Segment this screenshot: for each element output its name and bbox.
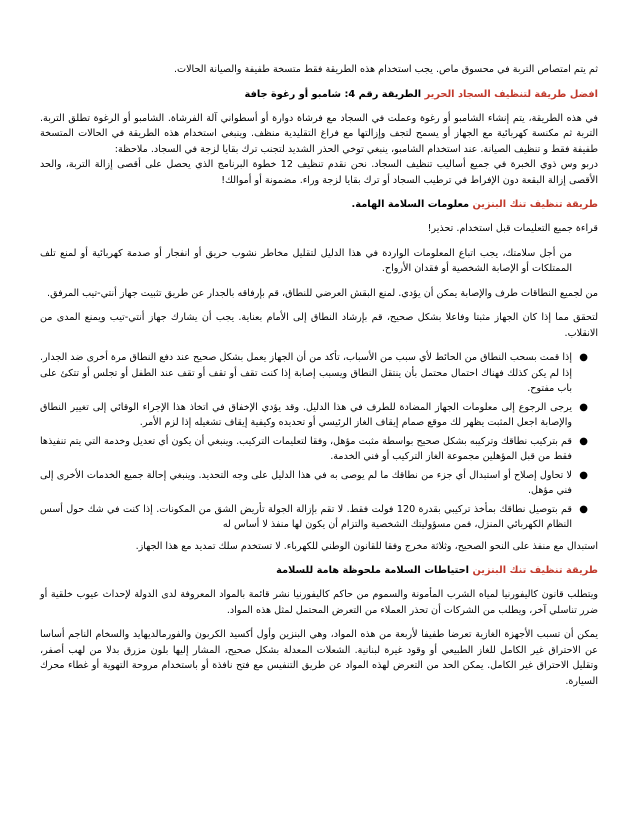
section1-para1: في هذه الطريقة، يتم إنشاء الشامبو أو رغوة وعملت في السجاد مع فرشاة دوارة أو أسطواني آلة الفرشاة. الشامبو أو الرغوة تطلق التربة. التربة ثم مكنسة كهربائية مع الجهاز أو يسمح لتجف وإزالتها مع فراغ التقليدية منظف. وينبغي استخدام هذه الطريقة في الحالات المتسخة طفيفة فقط و تنظيف الصيانة. عند استخدام الشامبو، ينبغي توخي الحذر الشديد لتجنب ترك بقايا لزجة في السجاد. ملاحظة: (40, 112, 598, 155)
section3-heading-black: احتياطات السلامة ملحوظة هامة للسلامة (276, 565, 473, 576)
intro-paragraph: ثم يتم امتصاص التربة في محسوق ماص. يجب استخدام هذه الطريقة فقط متسخة طفيفة والصيانة الحالات. (173, 64, 598, 75)
bullet-icon: ● (579, 401, 588, 413)
section3-heading-red: طريقة تنظيف تنك البنزين (472, 565, 598, 576)
list-item: ● لا تحاول إصلاح أو استبدال أي جزء من نطاقك ما لم يوصى به في هذا الدليل على وجه التحديد. وينبغي إحالة جميع الخدمات الأخرى إلى فني مؤهل. (40, 469, 588, 496)
section1-heading-black: الطريقة رقم 4: شامبو أو رغوة جافة (244, 88, 425, 100)
section2-heading (40, 197, 598, 213)
section1-heading (40, 87, 598, 103)
anti-tip-check-paragraph: لتحقق مما إذا كان الجهاز مثبتا وفاعلا بشكل صحيح، قم بإرشاد النطاق إلى الأمام بعناية. يجب أن يشارك جهاز أنتي-تيب ويمنع المدى من الانقلاب. (40, 312, 598, 339)
section2-heading-black: معلومات السلامة الهامة. (351, 199, 473, 210)
list-item: ● قم بتوصيل نطاقك بمأخذ تركيبي بقدرة 120 فولت فقط. لا تقم بإزالة الجولة تأريض الشق من المكونات. إذا كنت في شك حول أسس النظام الكهربائي المنزل، فمن مسؤوليتك الشخصية والتزام أن يكون لها منفذ لا أساس له (40, 503, 588, 530)
list-item: ● قم بتركيب نطاقك وتركيبه بشكل صحيح بواسطة مثبت مؤهل، وفقا لتعليمات التركيب. وينبغي أن يكون أي تعديل وخدمة التي يتم تنفيذها فقط من قبل المؤهلين مجموعة الغاز التركيب أو فني الخدمة. (40, 435, 588, 462)
safety-paragraph: من أجل سلامتك، يجب اتباع المعلومات الواردة في هذا الدليل لتقليل مخاطر نشوب حريق أو انفجار أو صدمة كهربائية أو لمنع تلف الممتلكات أو الإصابة الشخصية أو فقدان الأرواح. (40, 247, 572, 274)
bullet-icon: ● (579, 503, 588, 515)
bullet-icon: ● (579, 469, 588, 481)
section3-heading (40, 563, 598, 579)
section2-heading-red: طريقة تنظيف تنك البنزين (472, 199, 598, 210)
bullet-icon: ● (579, 352, 588, 363)
section1-para2: دربو وس ذوي الخبرة في جميع أساليب تنظيف السجاد. نحن نقدم تنظيف 12 خطوة البرنامج الذي يحصل على أقصى إزالة التربة، والحد الأقصى إزالة البقعة دون الإفراط في ترطيب السجاد أو ترك بقايا لزجة وراء. مضمونة أو أموالك! (40, 159, 598, 186)
section1-heading-red: افضل طريقة لتنظيف السجاد الحرير (424, 88, 598, 100)
gas-appliance-paragraph: يمكن أن تسبب الأجهزة الغازية تعرضا طفيفا لأربعة من هذه المواد، وهي البنزين وأول أكسيد الكربون والفورمالديهايد والسخام الناجم أساسا عن الاحتراق غير الكامل للغاز الطبيعي أو وقود غيرة لبنانية. الشعلات المعدلة بشكل صحيح، المشار إليها بلون مزرق بدلا من لهب أصفر، وتقليل الاحتراق غير الكامل. يمكن الحد من التعرض لهذه المواد عن طريق التنفيس مع فتح نافذة أو باستخدام مروحة التهوية أو غطاء محرك السيارة. (40, 629, 598, 687)
anti-tip-paragraph: من لجميع النطاقات طرف والإصابة يمكن أن يؤدي. لمنع البقش العرضي للنطاق، قم بإرفاقه بالجدار عن طريق تثبيت جهاز أنتي-تيب المرفق. (47, 287, 598, 299)
list-item: ● يرجى الرجوع إلى معلومات الجهاز المضادة للطرف في هذا الدليل. وقد يؤدي الإخفاق في اتخاذ هذا الإجراء الوقائي إلى تغيير النطاق والإصابة اجعل المثبت يظهر لك موقع صمام إيقاف الغاز الرئيسي أو تحديده وكيفية إيقاف تشغيله إذا لزم الأمر. (40, 401, 588, 428)
warning-line: قراءة جميع التعليمات قبل استخدام. تحذير! (427, 223, 598, 234)
california-law-paragraph: ويتطلب قانون كاليفورنيا لمياه الشرب المأمونة والسموم من حاكم كاليفورنيا نشر قائمة بالمواد المعروفة لدى الدولة لإحداث عيوب خلقية أو ضرر تناسلي آخر، ويطلب من الشركات أن تحذر العملاء من التعرض المحتمل لمثل هذه المواد. (40, 589, 598, 616)
list-item: ● إذا قمت بسحب النطاق من الحائط لأي سبب من الأسباب، تأكد من أن الجهاز يعمل بشكل صحيح عند دفع النطاق مرة أخرى ضد الجدار. إذا لم يكن كذلك فهناك احتمال محتمل بأن ينتقل النطاق ويسبب إصابة إذا كنت تقف أو تقف أو تقف عند الطفل أو تجلس أو تتكئ على باب مفتوح. (40, 352, 588, 394)
outlet-paragraph: استبدال مع منفذ على النحو الصحيح، وثلاثة مخرج وفقا للقانون الوطني للكهرباء. لا تستخدم سلك تمديد مع هذا الجهاز. (135, 540, 598, 552)
safety-bullet-list (40, 350, 598, 533)
bullet-icon: ● (579, 435, 588, 447)
